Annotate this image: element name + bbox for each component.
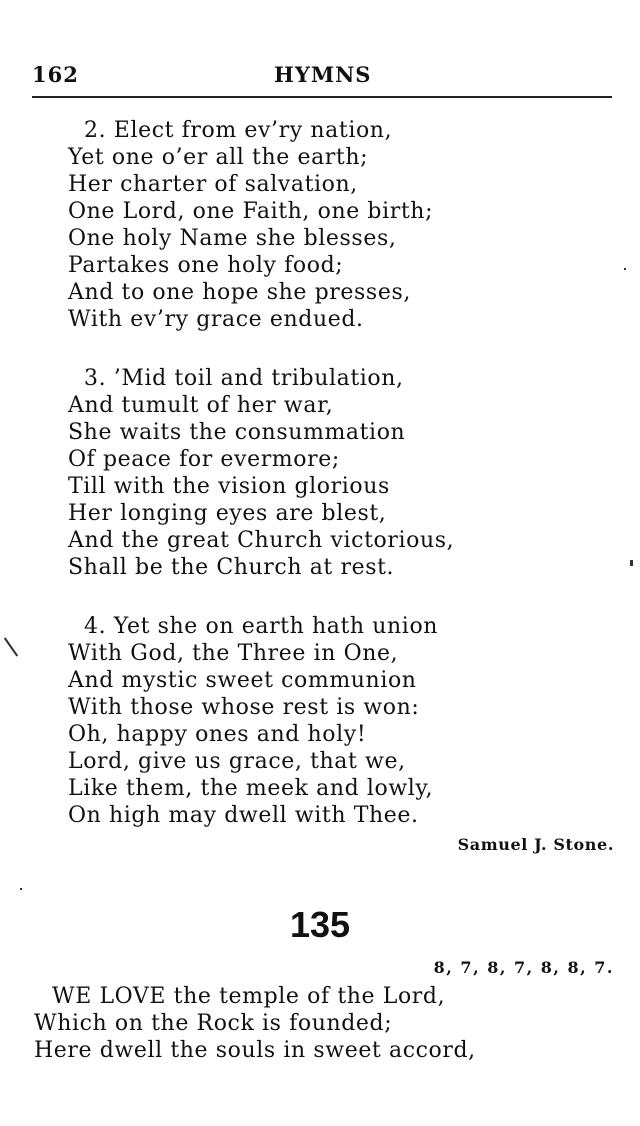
verse-line: Shall be the Church at rest. [68,555,395,580]
verse-line: And mystic sweet communion [68,668,417,693]
verse-line: And to one hope she presses, [68,280,411,305]
verse-line: And the great Church victorious, [68,528,455,553]
scan-mark [4,637,18,656]
verse-line: One Lord, one Faith, one birth; [68,199,434,224]
running-head: HYMNS [274,62,372,87]
stanza-3 [68,365,628,581]
verse-line: One holy Name she blesses, [68,226,397,251]
verse-line: Which on the Rock is founded; [34,1011,393,1036]
stanza-4 [68,613,628,829]
verse-line: Yet one o’er all the earth; [68,145,369,170]
verse-line: Till with the vision glorious [68,474,390,499]
hymn-author: Samuel J. Stone. [457,835,614,854]
hymn-meter: 8, 7, 8, 7, 8, 8, 7. [433,958,614,977]
verse-line: And tumult of her war, [68,393,334,418]
verse-line: With those whose rest is won: [68,695,420,720]
verse-line: Of peace for evermore; [68,447,340,472]
verse-line: Like them, the meek and lowly, [68,776,434,801]
verse-line: Lord, give us grace, that we, [68,749,406,774]
verse-line: 3. ’Mid toil and tribulation, [84,366,404,391]
verse-line: Her longing eyes are blest, [68,501,387,526]
verse-line: 4. Yet she on earth hath union [84,614,439,639]
verse-line: Partakes one holy food; [68,253,344,278]
verse-line: With God, the Three in One, [68,641,399,666]
page-number: 162 [32,62,79,87]
page-header [32,62,612,98]
verse-line: Oh, happy ones and holy! [68,722,367,747]
scan-mark [624,268,626,270]
verse-line: On high may dwell with Thee. [68,803,419,828]
verse-line: Her charter of salvation, [68,172,358,197]
verse-line: 2. Elect from ev’ry nation, [84,118,393,143]
verse-line: Here dwell the souls in sweet accord, [34,1038,476,1063]
verse-line: She waits the consummation [68,420,406,445]
scan-mark [630,560,633,566]
verse-line: With ev’ry grace endued. [68,307,364,332]
verse-line: WE LOVE the temple of the Lord, [52,984,446,1009]
scan-mark [20,888,22,890]
hymn-number: 135 [289,904,351,945]
stanza-2 [68,117,628,333]
next-hymn-text [34,983,476,1064]
